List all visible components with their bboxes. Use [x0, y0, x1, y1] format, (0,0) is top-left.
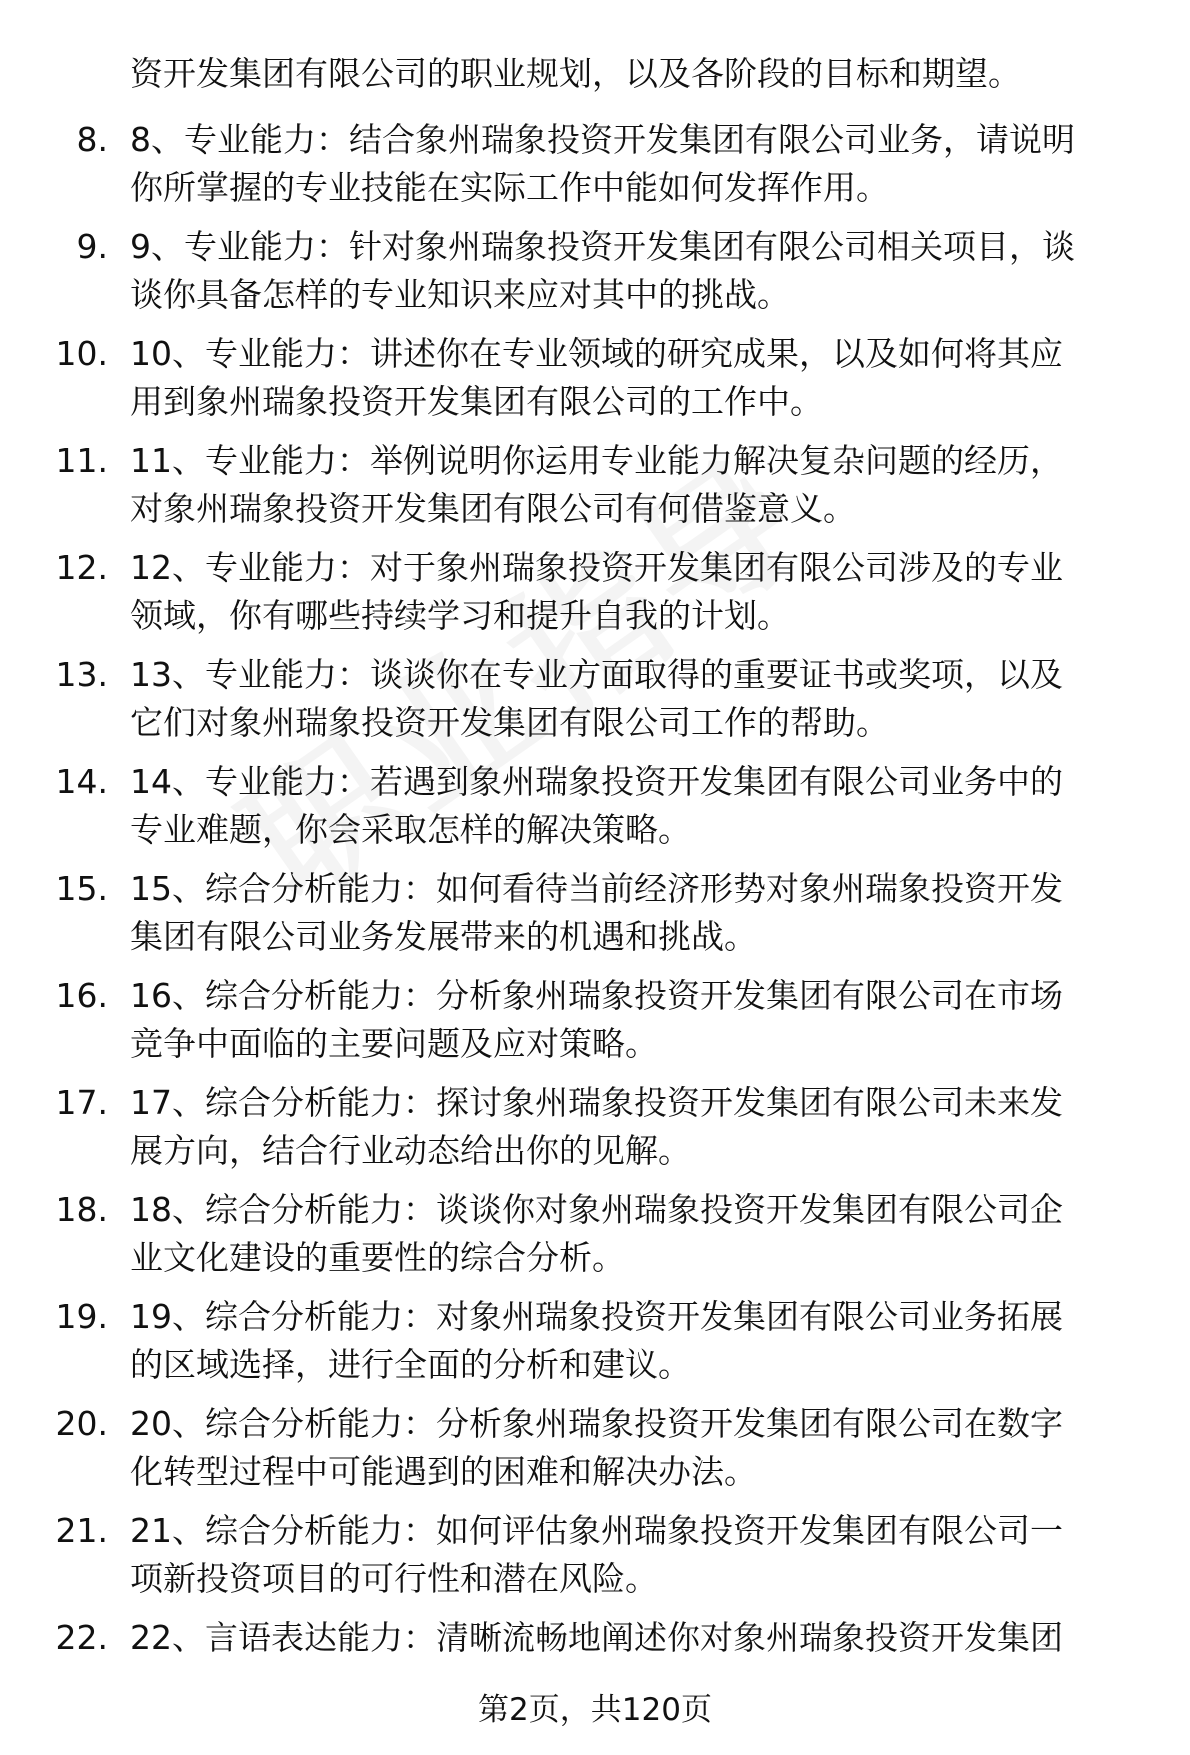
- list-item: [0, 1178, 1190, 1285]
- item-number: 17.: [55, 1083, 108, 1122]
- item-line: 它们对象州瑞象投资开发集团有限公司工作的帮助。: [130, 703, 889, 742]
- item-line: 业文化建设的重要性的综合分析。: [130, 1238, 625, 1277]
- item-line: 9、专业能力：针对象州瑞象投资开发集团有限公司相关项目，谈: [130, 227, 1075, 266]
- item-number: 14.: [55, 762, 108, 801]
- list-item: [0, 1392, 1190, 1499]
- item-number: 12.: [55, 548, 108, 587]
- item-text: [130, 1293, 1175, 1389]
- item-line: 16、综合分析能力：分析象州瑞象投资开发集团有限公司在市场: [130, 976, 1063, 1015]
- item-text: [130, 972, 1175, 1068]
- list-item: [0, 1071, 1190, 1178]
- item-line: 竞争中面临的主要问题及应对策略。: [130, 1024, 658, 1063]
- list-item: [0, 857, 1190, 964]
- item-text: [130, 437, 1175, 533]
- item-line: 谈你具备怎样的专业知识来应对其中的挑战。: [130, 275, 790, 314]
- list-item: [0, 215, 1190, 322]
- item-line: 15、综合分析能力：如何看待当前经济形势对象州瑞象投资开发: [130, 869, 1063, 908]
- list-item: [0, 429, 1190, 536]
- question-list: [0, 108, 1190, 1713]
- item-line: 你所掌握的专业技能在实际工作中能如何发挥作用。: [130, 168, 889, 207]
- list-item: [0, 643, 1190, 750]
- item-number: 15.: [55, 869, 108, 908]
- page-footer: 第2页，共120页: [478, 1692, 712, 1728]
- list-item: [0, 750, 1190, 857]
- item-line: 化转型过程中可能遇到的困难和解决办法。: [130, 1452, 757, 1491]
- item-line: 项新投资项目的可行性和潜在风险。: [130, 1559, 658, 1598]
- list-item: [0, 1285, 1190, 1392]
- item-text: [130, 1400, 1175, 1496]
- item-number: 19.: [55, 1297, 108, 1336]
- item-line: 专业难题，你会采取怎样的解决策略。: [130, 810, 691, 849]
- list-item: [0, 322, 1190, 429]
- item-line: 领域，你有哪些持续学习和提升自我的计划。: [130, 596, 790, 635]
- item-text: [130, 116, 1175, 212]
- item-text: [130, 865, 1175, 961]
- item-line: 20、综合分析能力：分析象州瑞象投资开发集团有限公司在数字: [130, 1404, 1063, 1443]
- item-text: [130, 758, 1175, 854]
- item-text: [130, 330, 1175, 426]
- item-line: 10、专业能力：讲述你在专业领域的研究成果，以及如何将其应: [130, 334, 1063, 373]
- item-line: 14、专业能力：若遇到象州瑞象投资开发集团有限公司业务中的: [130, 762, 1063, 801]
- list-item: [0, 1499, 1190, 1606]
- item-line: 8、专业能力：结合象州瑞象投资开发集团有限公司业务，请说明: [130, 120, 1075, 159]
- item-number: 20.: [55, 1404, 108, 1443]
- item-line: 集团有限公司业务发展带来的机遇和挑战。: [130, 917, 757, 956]
- list-item: [0, 536, 1190, 643]
- list-item: [0, 108, 1190, 215]
- continued-text: 资开发集团有限公司的职业规划，以及各阶段的目标和期望。: [130, 54, 1021, 93]
- item-text: [130, 651, 1175, 747]
- item-line: 11、专业能力：举例说明你运用专业能力解决复杂问题的经历，: [130, 441, 1063, 480]
- item-number: 16.: [55, 976, 108, 1015]
- item-text: [130, 1507, 1175, 1603]
- item-line: 13、专业能力：谈谈你在专业方面取得的重要证书或奖项，以及: [130, 655, 1063, 694]
- item-line: 19、综合分析能力：对象州瑞象投资开发集团有限公司业务拓展: [130, 1297, 1063, 1336]
- item-line: 12、专业能力：对于象州瑞象投资开发集团有限公司涉及的专业: [130, 548, 1063, 587]
- item-number: 9.: [76, 227, 108, 266]
- item-line: 对象州瑞象投资开发集团有限公司有何借鉴意义。: [130, 489, 856, 528]
- item-number: 10.: [55, 334, 108, 373]
- item-line: 18、综合分析能力：谈谈你对象州瑞象投资开发集团有限公司企: [130, 1190, 1063, 1229]
- item-text: [130, 544, 1175, 640]
- item-number: 21.: [55, 1511, 108, 1550]
- item-number: 22.: [55, 1618, 108, 1657]
- item-line: 用到象州瑞象投资开发集团有限公司的工作中。: [130, 382, 823, 421]
- item-line: 的区域选择，进行全面的分析和建议。: [130, 1345, 691, 1384]
- item-number: 18.: [55, 1190, 108, 1229]
- item-number: 13.: [55, 655, 108, 694]
- item-line: 21、综合分析能力：如何评估象州瑞象投资开发集团有限公司一: [130, 1511, 1063, 1550]
- item-text: [130, 1614, 1175, 1662]
- item-text: [130, 1079, 1175, 1175]
- item-text: [130, 223, 1175, 319]
- item-line: 17、综合分析能力：探讨象州瑞象投资开发集团有限公司未来发: [130, 1083, 1063, 1122]
- item-line: 展方向，结合行业动态给出你的见解。: [130, 1131, 691, 1170]
- list-item: [0, 964, 1190, 1071]
- item-number: 11.: [55, 441, 108, 480]
- item-text: [130, 1186, 1175, 1282]
- item-number: 8.: [76, 120, 108, 159]
- item-line: 22、言语表达能力：清晰流畅地阐述你对象州瑞象投资开发集团: [130, 1618, 1063, 1657]
